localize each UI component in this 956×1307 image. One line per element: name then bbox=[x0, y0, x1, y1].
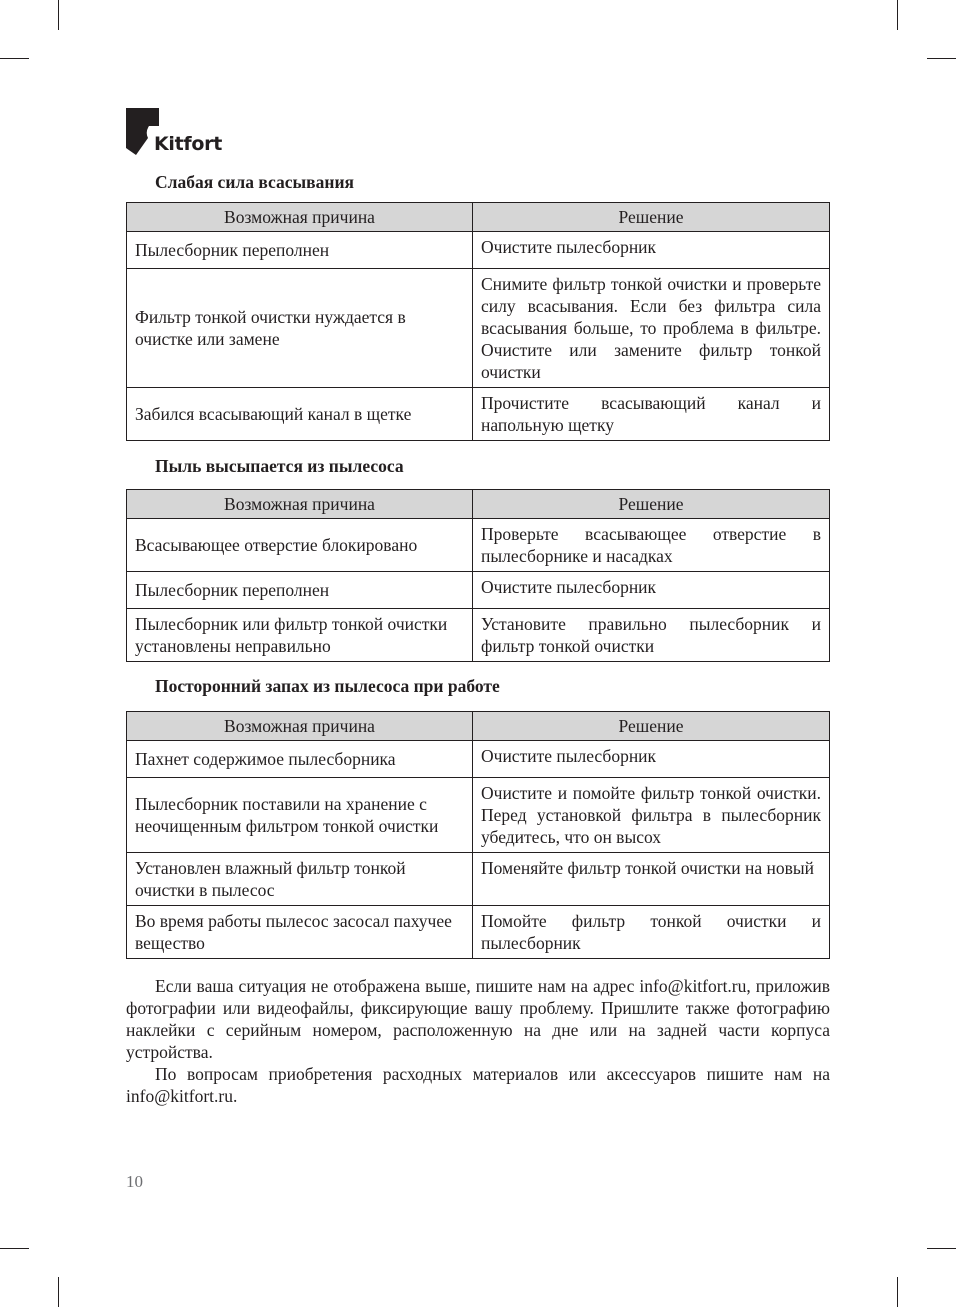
paragraph: По вопросам приобретения расходных материалов или аксессуаров пишите нам на info@kitfort.ru. bbox=[126, 1064, 830, 1106]
cause-cell: Фильтр тонкой очистки нуждается в очистке или замене bbox=[127, 269, 473, 388]
column-header-cause: Возможная причина bbox=[127, 203, 473, 232]
cause-cell: Пылесборник поставили на хранение с неочищенным фильтром тонкой очистки bbox=[127, 778, 473, 853]
contact-info bbox=[126, 975, 830, 1107]
crop-mark bbox=[0, 58, 29, 59]
solution-cell: Прочистите всасывающий канал и напольную щетку bbox=[473, 388, 830, 441]
troubleshooting-table bbox=[126, 711, 830, 959]
cause-cell: Пылесборник или фильтр тонкой очистки установлены неправильно bbox=[127, 609, 473, 662]
table-row bbox=[127, 741, 830, 778]
logo-text: Kitfort bbox=[154, 133, 222, 155]
paragraph: Если ваша ситуация не отображена выше, пишите нам на адрес info@kitfort.ru, приложив фотографии или видеофайлы, фиксирующие вашу проблему. Пришлите также фотографию наклейки с серийным номером, расположенную на дне или на задней части корпуса устройства. bbox=[126, 976, 830, 1062]
crop-mark bbox=[927, 58, 956, 59]
table-row bbox=[127, 906, 830, 959]
table-row bbox=[127, 853, 830, 906]
column-header-solution: Решение bbox=[473, 712, 830, 741]
cause-cell: Пылесборник переполнен bbox=[127, 232, 473, 269]
table-row bbox=[127, 232, 830, 269]
table-row bbox=[127, 269, 830, 388]
solution-cell: Поменяйте фильтр тонкой очистки на новый bbox=[473, 853, 830, 906]
troubleshooting-table bbox=[126, 202, 830, 441]
solution-cell: Очистите пылесборник bbox=[473, 572, 830, 609]
cause-cell: Установлен влажный фильтр тонкой очистки в пылесос bbox=[127, 853, 473, 906]
cause-cell: Пахнет содержимое пылесборника bbox=[127, 741, 473, 778]
cause-cell: Во время работы пылесос засосал пахучее вещество bbox=[127, 906, 473, 959]
column-header-cause: Возможная причина bbox=[127, 490, 473, 519]
crop-mark bbox=[927, 1248, 956, 1249]
page-number: 10 bbox=[126, 1172, 143, 1191]
crop-mark bbox=[897, 1277, 898, 1307]
section-title: Посторонний запах из пылесоса при работе bbox=[155, 676, 500, 696]
crop-mark bbox=[58, 1277, 59, 1307]
cause-cell: Всасывающее отверстие блокировано bbox=[127, 519, 473, 572]
solution-cell: Очистите и помойте фильтр тонкой очистки. Перед установкой фильтра в пылесборник убедитесь, что он высох bbox=[473, 778, 830, 853]
table-row bbox=[127, 609, 830, 662]
cause-cell: Пылесборник переполнен bbox=[127, 572, 473, 609]
column-header-solution: Решение bbox=[473, 490, 830, 519]
solution-cell: Установите правильно пылесборник и фильтр тонкой очистки bbox=[473, 609, 830, 662]
cause-cell: Забился всасывающий канал в щетке bbox=[127, 388, 473, 441]
section-title: Пыль высыпается из пылесоса bbox=[155, 456, 404, 476]
table-row bbox=[127, 519, 830, 572]
table-row bbox=[127, 572, 830, 609]
crop-mark bbox=[58, 0, 59, 30]
column-header-cause: Возможная причина bbox=[127, 712, 473, 741]
crop-mark bbox=[897, 0, 898, 30]
solution-cell: Снимите фильтр тонкой очистки и проверьте силу всасывания. Если без фильтра сила всасывания больше, то проблема в фильтре. Очистите или замените фильтр тонкой очистки bbox=[473, 269, 830, 388]
solution-cell: Очистите пылесборник bbox=[473, 741, 830, 778]
solution-cell: Проверьте всасывающее отверстие в пылесборнике и насадках bbox=[473, 519, 830, 572]
table-row bbox=[127, 388, 830, 441]
table-row bbox=[127, 778, 830, 853]
troubleshooting-table bbox=[126, 489, 830, 662]
solution-cell: Помойте фильтр тонкой очистки и пылесборник bbox=[473, 906, 830, 959]
column-header-solution: Решение bbox=[473, 203, 830, 232]
crop-mark bbox=[0, 1248, 29, 1249]
section-title: Слабая сила всасывания bbox=[155, 172, 355, 192]
solution-cell: Очистите пылесборник bbox=[473, 232, 830, 269]
